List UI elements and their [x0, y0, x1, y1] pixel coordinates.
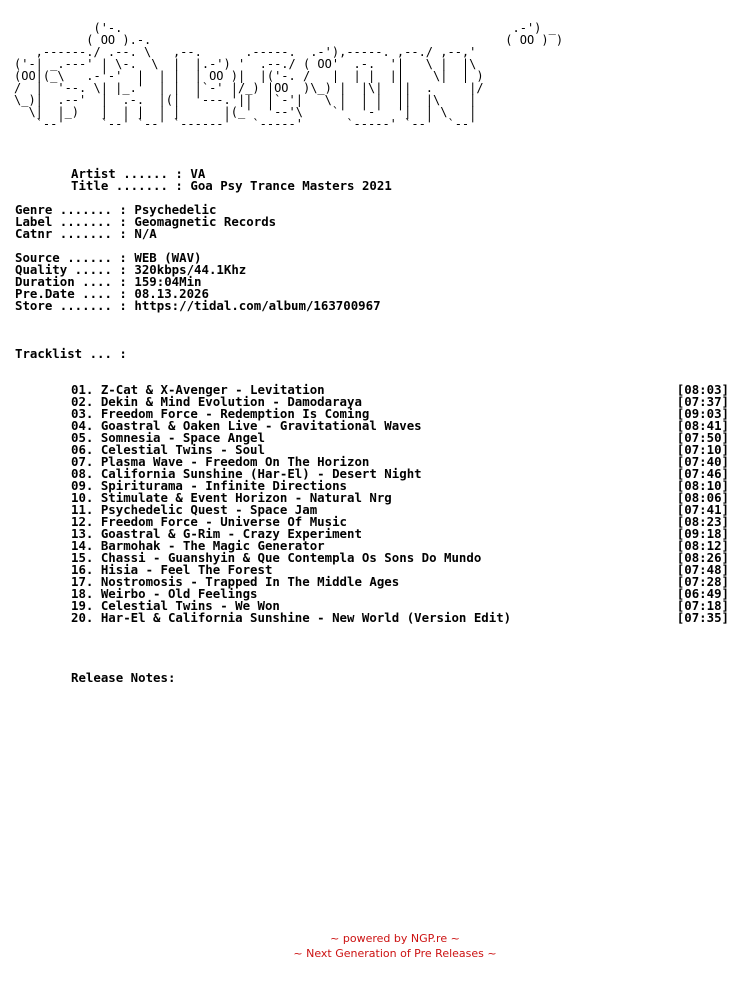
store-row — [15, 300, 381, 312]
track-duration: [07:37] — [676, 394, 729, 409]
predate-label: Pre.Date .... : — [15, 286, 127, 301]
duration-value: 159:04Min — [134, 274, 202, 289]
track-duration: [08:06] — [676, 490, 729, 505]
label-value: Geomagnetic Records — [134, 214, 277, 229]
track-title: 10. Stimulate & Event Horizon - Natural Nrg — [71, 490, 392, 505]
track-title: 02. Dekin & Mind Evolution - Damodaraya — [71, 394, 362, 409]
ngp-link[interactable]: ~ powered by NGP.re ~ — [330, 932, 460, 945]
track-duration: [07:18] — [676, 598, 729, 613]
title-value: Goa Psy Trance Masters 2021 — [190, 178, 392, 193]
quality-value: 320kbps/44.1Khz — [134, 262, 247, 277]
track-title: 14. Barmohak - The Magic Generator — [71, 538, 325, 553]
genre-value: Psychedelic — [134, 202, 217, 217]
track-title: 19. Celestial Twins - We Won — [71, 598, 280, 613]
track-title: 05. Somnesia - Space Angel — [71, 430, 265, 445]
track-duration: [07:10] — [676, 442, 729, 457]
artist-label: Artist ...... : — [71, 166, 183, 181]
track-title: 06. Celestial Twins - Soul — [71, 442, 265, 457]
track-duration: [08:26] — [676, 550, 729, 565]
artist-value: VA — [190, 166, 206, 181]
track-duration: [07:35] — [676, 610, 729, 625]
track-title: 13. Goastral & G-Rim - Crazy Experiment — [71, 526, 362, 541]
track-duration: [07:50] — [676, 430, 729, 445]
track-duration: [07:46] — [676, 466, 729, 481]
footer-line-tagline — [0, 947, 736, 961]
duration-label: Duration .... : — [15, 274, 127, 289]
track-title: 12. Freedom Force - Universe Of Music — [71, 514, 348, 529]
track-duration: [07:28] — [676, 574, 729, 589]
track-title: 17. Nostromosis - Trapped In The Middle Ages — [71, 574, 400, 589]
track-duration: [08:41] — [676, 418, 729, 433]
track-duration: [07:40] — [676, 454, 729, 469]
track-title: 04. Goastral & Oaken Live - Gravitational Waves — [71, 418, 422, 433]
store-label: Store ....... : — [15, 298, 127, 313]
track-title: 20. Har-El & California Sunshine - New World (Version Edit) — [71, 610, 512, 625]
predate-value: 08.13.2026 — [134, 286, 209, 301]
track-title: 03. Freedom Force - Redemption Is Coming — [71, 406, 370, 421]
track-duration: [08:23] — [676, 514, 729, 529]
track-duration: [06:49] — [676, 586, 729, 601]
catnr-value: N/A — [134, 226, 157, 241]
track-row — [71, 612, 729, 624]
track-duration: [07:48] — [676, 562, 729, 577]
source-value: WEB (WAV) — [134, 250, 202, 265]
catnr-label: Catnr ....... : — [15, 226, 127, 241]
source-label: Source ...... : — [15, 250, 127, 265]
track-title: 09. Spiriturama - Infinite Directions — [71, 478, 348, 493]
track-title: 08. California Sunshine (Har-El) - Desert Night — [71, 466, 422, 481]
track-duration: [09:18] — [676, 526, 729, 541]
track-title: 11. Psychedelic Quest - Space Jam — [71, 502, 318, 517]
track-duration: [08:03] — [676, 382, 729, 397]
catnr-row — [15, 228, 157, 240]
label-label: Label ....... : — [15, 214, 127, 229]
footer-line-powered[interactable] — [0, 932, 736, 946]
track-title: 01. Z-Cat & X-Avenger - Levitation — [71, 382, 325, 397]
title-label: Title ....... : — [71, 178, 183, 193]
release-notes-heading: Release Notes: — [71, 670, 176, 685]
track-title: 18. Weirbo - Old Feelings — [71, 586, 258, 601]
footer-tagline: ~ Next Generation of Pre Releases ~ — [293, 947, 497, 960]
quality-label: Quality ..... : — [15, 262, 127, 277]
track-duration: [08:12] — [676, 538, 729, 553]
title-row — [71, 180, 392, 192]
track-duration: [08:10] — [676, 478, 729, 493]
track-title: 16. Hisia - Feel The Forest — [71, 562, 273, 577]
ascii-logo: ('-. .-') _ ( OO ).-. ( OO ) ) ,------./ .--. \ ,--. .-----. .-'),-----. ,--./ ,--,' ('-| _.---' | \-. \ | |.-') ' .--./ ( OO' .-. '| \ | |\ (OO|(_\ .-'-' | | | | OO )| |('-. / | | | || \| | ) / | '--. \| |_.' | | |`-' |/_) |OO )\_) | |\| || . |/ \_)| .--' | .-. |(| '---.'|| |`-'| \ | | | || |\ | \| |_) | | | | | |(_' '--'\ `' '-' '| | \ | `--' `--' `--' `------' `-----' `-----' `--' `--' — [14, 21, 564, 131]
tracklist-heading: Tracklist ... : — [15, 346, 127, 361]
store-value: https://tidal.com/album/163700967 — [134, 298, 381, 313]
track-title: 15. Chassi - Guanshyin & Que Contempla Os Sons Do Mundo — [71, 550, 482, 565]
track-title: 07. Plasma Wave - Freedom On The Horizon — [71, 454, 370, 469]
track-duration: [07:41] — [676, 502, 729, 517]
track-duration: [09:03] — [676, 406, 729, 421]
genre-label: Genre ....... : — [15, 202, 127, 217]
